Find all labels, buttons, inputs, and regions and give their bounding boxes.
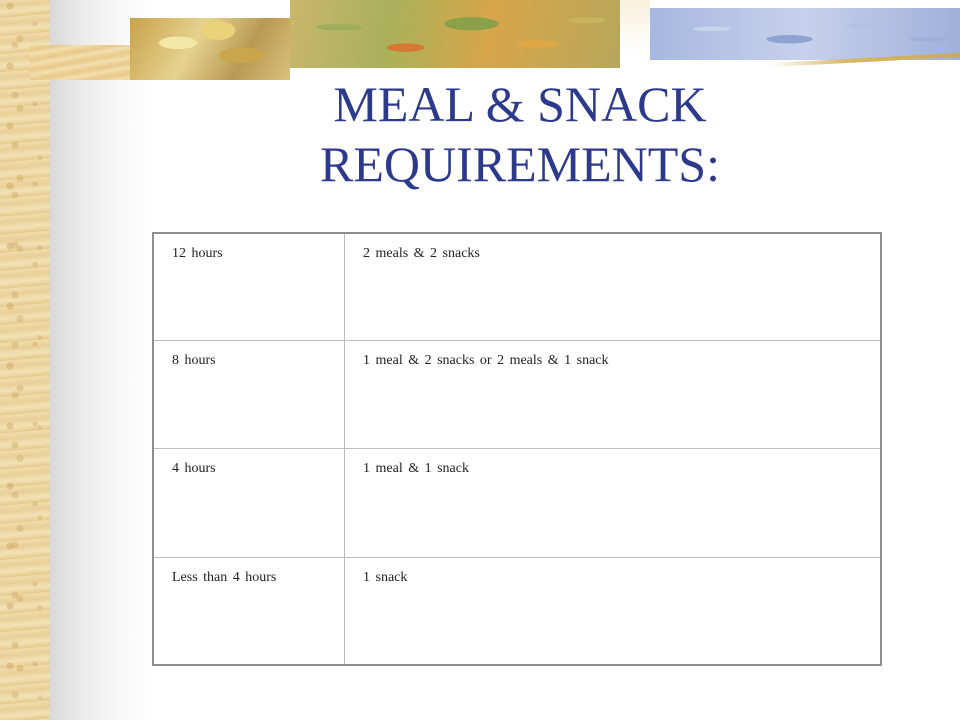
requirement-cell: 2 meals & 2 snacks — [345, 234, 881, 341]
decorative-banner — [30, 0, 960, 80]
table-row — [154, 557, 880, 664]
duration-cell: 12 hours — [154, 234, 345, 341]
requirement-cell: 1 snack — [363, 569, 408, 585]
table-row — [154, 449, 880, 557]
page-title — [150, 74, 890, 194]
page-shadow — [50, 0, 150, 720]
duration-cell: 8 hours — [154, 341, 345, 449]
parchment-border — [0, 0, 50, 720]
banner-blue-segment — [650, 8, 960, 60]
banner-parchment-segment — [30, 45, 130, 80]
requirements-table — [152, 232, 882, 666]
page-title-line-1: MEAL & SNACK — [333, 76, 707, 132]
banner-autumn-segment — [130, 18, 290, 80]
page-title-line-2: REQUIREMENTS: — [320, 136, 720, 192]
banner-light-segment — [620, 0, 650, 55]
duration-cell: Less than 4 hours — [154, 557, 345, 664]
table-row — [154, 234, 880, 341]
requirement-cell: 1 meal & 2 snacks or 2 meals & 1 snack — [345, 341, 881, 449]
banner-leaves-segment — [290, 0, 620, 68]
requirement-cell: 1 meal & 1 snack — [345, 449, 881, 557]
duration-cell: 4 hours — [154, 449, 345, 557]
table-row — [154, 341, 880, 449]
